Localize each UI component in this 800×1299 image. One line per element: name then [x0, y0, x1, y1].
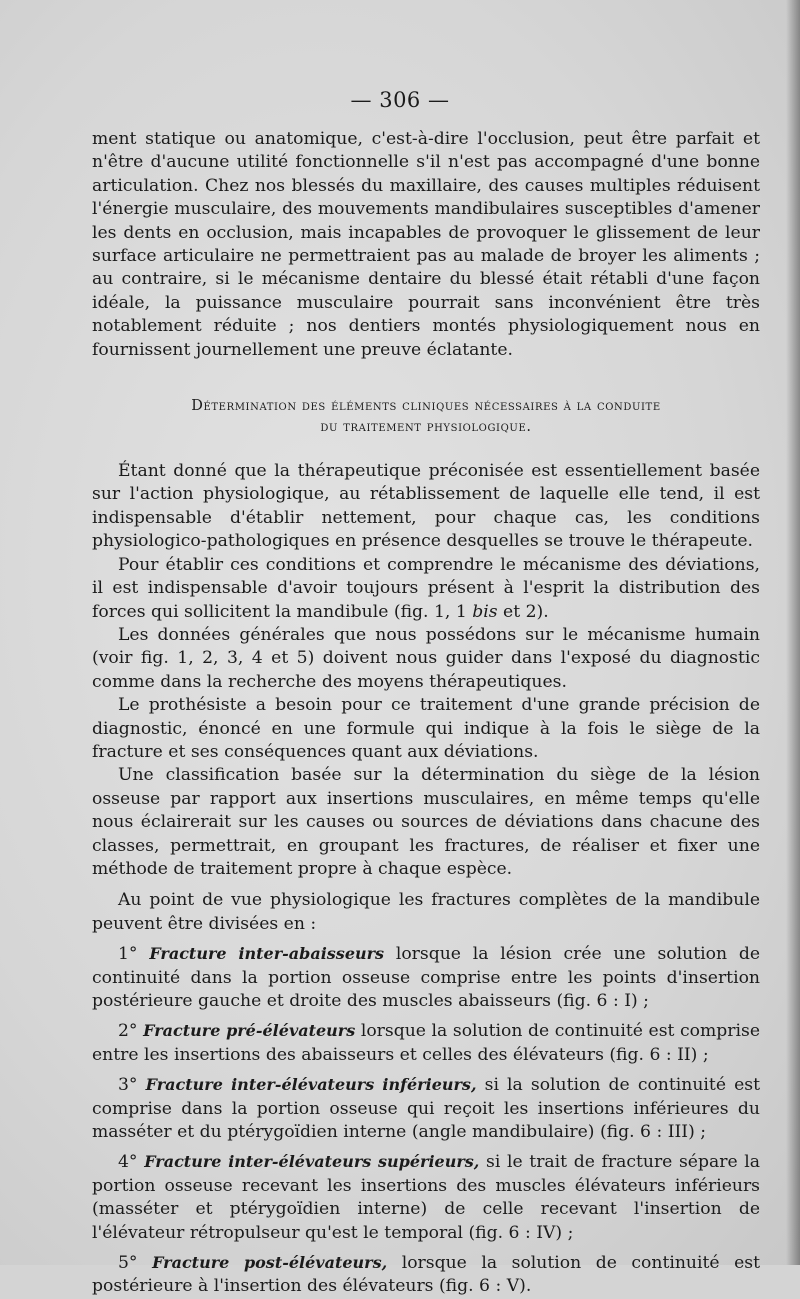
forces-text-italic: bis	[472, 601, 498, 622]
page-number: — 306 —	[350, 88, 450, 112]
class-number: 5°	[118, 1253, 138, 1274]
class-title: Fracture inter-élévateurs supérieurs,	[144, 1152, 480, 1172]
class-title: Fracture inter-élévateurs inférieurs,	[145, 1075, 477, 1095]
paragraph-division: Au point de vue physiologique les fractures complètes de la mandibule peuvent être divisées en :	[92, 890, 760, 934]
forces-text-before: Pour établir ces conditions et comprendre le mécanisme des déviations, il est indispensable d'avoir toujours présent à l'esprit la distribution des forces qui sollicitent la mandibule (fig. 1, 1	[92, 554, 760, 622]
paragraph-donnees: Les données générales que nous possédons sur le mécanisme humain (voir fig. 1, 2, 3, 4 et 5) doivent nous guider dans l'exposé du diagnostic comme dans la recherche des moyens thérapeutiques.	[92, 624, 760, 692]
class-item-2	[92, 1019, 760, 1067]
class-text: lorsque la solution de continuité est postérieure à l'insertion des élévateurs (fig. 6 : V).	[92, 1253, 760, 1297]
class-text: si le trait de fracture sépare la portion osseuse recevant les insertions des muscles élévateurs inférieurs (masséter et ptérygoïdien interne) de celle recevant l'insertion de l'élévateur rétropulseur qu'est le temporal (fig. 6 : IV) ;	[92, 1152, 760, 1243]
class-number: 3°	[118, 1075, 138, 1096]
class-number: 1°	[118, 944, 138, 965]
paragraph-prothesiste: Le prothésiste a besoin pour ce traitement d'une grande précision de diagnostic, énoncé en une formule qui indique à la fois le siège de la fracture et ses conséquences quant aux déviations.	[92, 695, 760, 762]
paragraph-classification: Une classification basée sur la détermination du siège de la lésion osseuse par rapport aux insertions musculaires, en même temps qu'elle nous éclairerait sur les causes ou sources de déviations dans chacune des classes, permettrait, en groupant les fractures, de réaliser et fixer une méthode de traitement propre à chaque espèce.	[92, 765, 760, 879]
class-item-3	[92, 1073, 760, 1144]
class-number: 4°	[118, 1152, 138, 1173]
class-title: Fracture pré-élévateurs	[143, 1021, 356, 1041]
class-number: 2°	[118, 1021, 138, 1042]
class-text: lorsque la solution de continuité est comprise entre les insertions des abaisseurs et celles des élévateurs (fig. 6 : II) ;	[92, 1021, 760, 1065]
class-item-4	[92, 1150, 760, 1245]
class-text: lorsque la lésion crée une solution de continuité dans la portion osseuse comprise entre les points d'insertion postérieure gauche et droite des muscles abaisseurs (fig. 6 : I) ;	[92, 944, 760, 1011]
class-item-1	[92, 942, 760, 1013]
class-item-5	[92, 1251, 760, 1299]
section-heading-line-1: Détermination des éléments cliniques nécessaires à la conduite	[191, 398, 661, 415]
page-edge-shadow	[786, 0, 800, 1265]
section-heading-line-2: du traitement physiologique.	[320, 419, 532, 436]
forces-text-after: et 2).	[497, 601, 549, 622]
paragraph-forces	[92, 554, 760, 624]
section-heading	[112, 396, 740, 438]
class-title: Fracture inter-abaisseurs	[149, 944, 385, 964]
page-body	[92, 128, 760, 1299]
intro-paragraph: ment statique ou anatomique, c'est-à-dire l'occlusion, peut être parfait et n'être d'aucune utilité fonctionnelle s'il n'est pas accompagné d'une bonne articulation. Chez nos blessés du maxillaire, des causes multiples réduisent l'énergie musculaire, des mouvements mandibulaires susceptibles d'amener les dents en occlusion, mais incapables de provoquer le glissement de leur surface articulaire ne permettraient pas au malade de broyer les aliments ; au contraire, si le mécanisme dentaire du blessé était rétabli d'une façon idéale, la puissance musculaire pourrait sans inconvénient être très notablement réduite ; nos dentiers montés physiologiquement nous en fournissent journellement une preuve éclatante.	[92, 129, 760, 360]
class-title: Fracture post-élévateurs,	[152, 1253, 388, 1273]
paragraph-therapeutique: Étant donné que la thérapeutique préconisée est essentiellement basée sur l'action physiologique, au rétablissement de laquelle elle tend, il est indispensable d'établir nettement, pour chaque cas, les conditions physiologico-pathologiques en présence desquelles se trouve le thérapeute.	[92, 461, 760, 552]
class-text: si la solution de continuité est comprise dans la portion osseuse qui reçoit les insertions inférieures du masséter et du ptérygoïdien interne (angle mandibulaire) (fig. 6 : III) ;	[92, 1075, 760, 1143]
